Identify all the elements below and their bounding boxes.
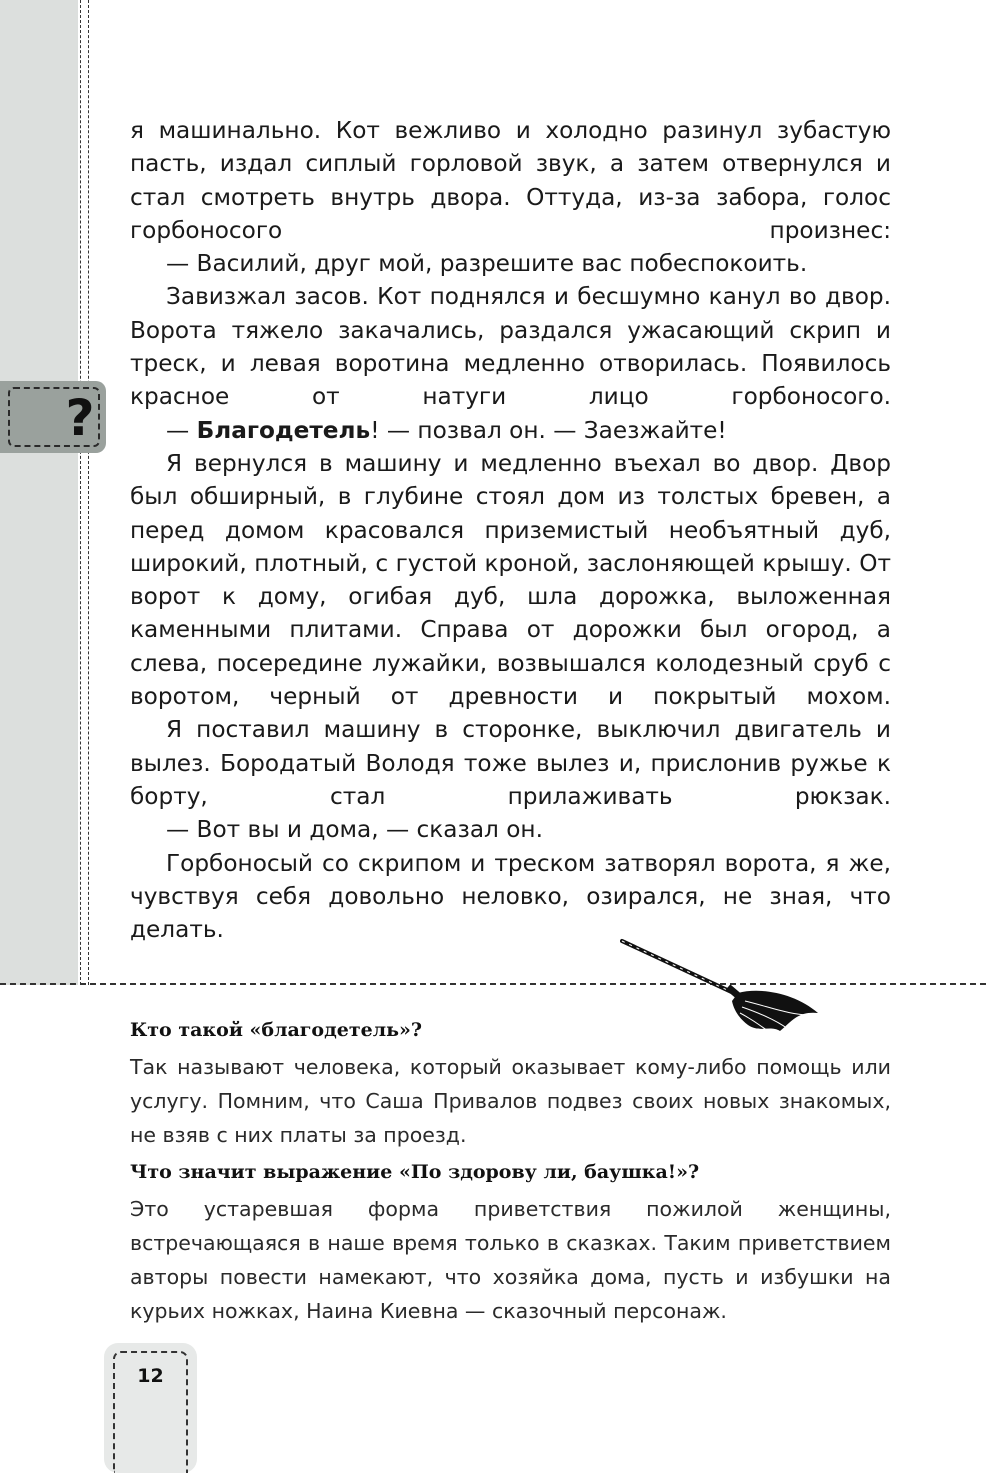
margin-dashed-line	[80, 0, 81, 985]
margin-strip	[0, 0, 78, 985]
section-divider	[0, 983, 986, 985]
note-question: Что значит выражение «По здорову ли, баушка!»?	[130, 1161, 700, 1183]
question-mark-icon: ?	[65, 389, 95, 447]
paragraph: — Благодетель! — позвал он. — Заезжайте!	[166, 416, 727, 444]
paragraph: Завизжал засов. Кот поднялся и бесшумно канул во двор. Ворота тяжело закачались, раздался ужасающий скрип и треск, и левая воротина медленно отворилась. Появилось красное от натуги лицо горбоносого.	[130, 283, 891, 411]
note-question: Кто такой «благодетель»?	[130, 1019, 423, 1041]
notes-section	[130, 1010, 891, 1328]
story-text	[130, 114, 891, 946]
margin-dashed-line	[88, 0, 89, 985]
paragraph: Я поставил машину в сторонке, выключил двигатель и вылез. Бородатый Володя тоже вылез и, прислонив ружье к борту, стал прилаживать рюкзак.	[130, 716, 891, 810]
paragraph: Я вернулся в машину и медленно въехал во двор. Двор был обширный, в глубине стоял дом из толстых бревен, а перед домом красовался приземистый необъятный дуб, широкий, плотный, с густой кроной, заслоняющей крышу. От ворот к дому, огибая дуб, шла дорожка, выложенная каменными плитами. Справа от дорожки был огород, а слева, посередине лужайки, возвышался колодезный сруб с воротом, черный от древности и покрытый мохом.	[130, 449, 891, 711]
paragraph: Горбоносый со скрипом и треском затворял ворота, я же, чувствуя себя довольно неловко, озирался, не зная, что делать.	[130, 849, 891, 944]
paragraph: — Вот вы и дома, — сказал он.	[166, 816, 543, 844]
paragraph: я машинально. Кот вежливо и холодно разинул зубастую пасть, издал сиплый горловой звук, а затем отвернулся и стал смотреть внутрь двора. Оттуда, из-за забора, голос горбоносого произнес:	[130, 117, 891, 244]
highlighted-term: Благодетель	[196, 416, 371, 444]
page-number: 12	[137, 1365, 164, 1387]
note-answer: Так называют человека, который оказывает кому-либо помощь или услугу. Помним, что Саша Привалов подвез своих новых знакомых, не взяв с них платы за проезд.	[130, 1055, 891, 1147]
paragraph: — Василий, друг мой, разрешите вас побеспокоить.	[166, 250, 808, 278]
note-answer: Это устаревшая форма приветствия пожилой женщины, встречающаяся в наше время только в сказках. Таким приветствием авторы повести намекают, что хозяйка дома, пусть и избушки на курьих ножках, Наина Киевна — сказочный персонаж.	[130, 1197, 891, 1323]
